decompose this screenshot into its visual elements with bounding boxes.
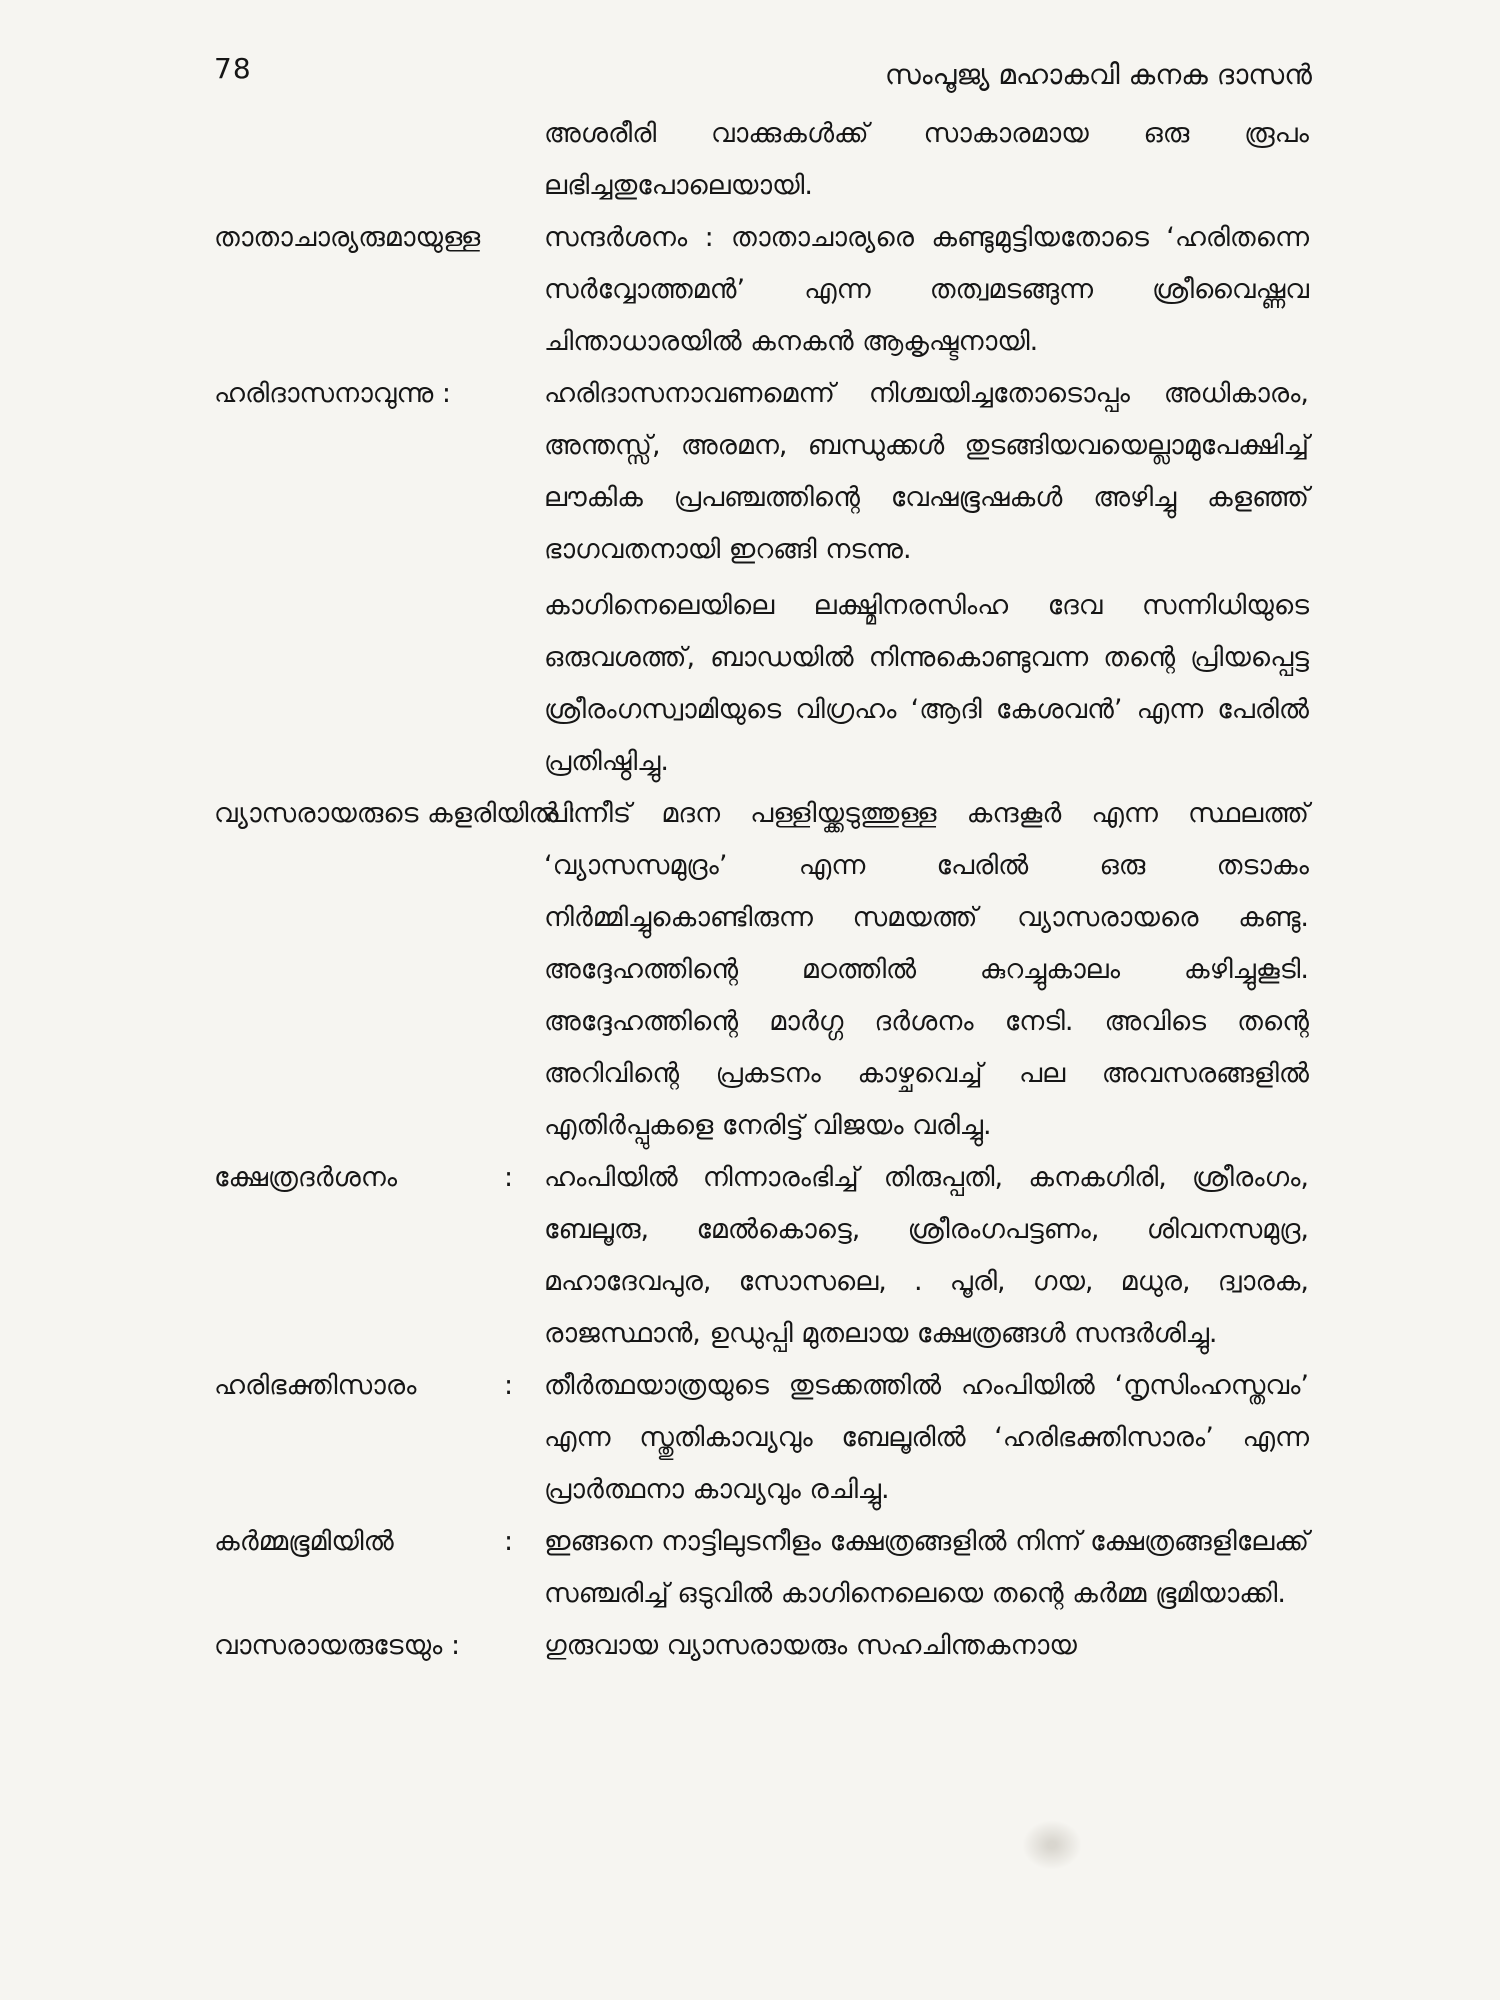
entry-definition — [544, 1620, 1309, 1672]
definition-paragraph: ഇങ്ങനെ നാട്ടിലുടനീളം ക്ഷേത്രങ്ങളിൽ നിന്ന് ക്ഷേത്രങ്ങളിലേക്ക് സഞ്ചരിച്ച് ഒടുവിൽ കാഗിനെലെയെ തന്റെ കർമ്മ ഭൂമിയാക്കി. — [544, 1526, 1309, 1609]
entry-definition — [544, 1360, 1309, 1516]
entry-term: കർമ്മഭൂമിയിൽ — [214, 1526, 394, 1557]
entry-definition — [544, 368, 1309, 788]
definition-paragraph: തീർത്ഥയാത്രയുടെ തുടക്കത്തിൽ ഹംപിയിൽ ‘നൃസിംഹസ്തവം’ എന്ന സ്തുതികാവ്യവും ബേലൂരിൽ ‘ഹരിഭക്തിസാരം’ എന്ന പ്രാർത്ഥനാ കാവ്യവും രചിച്ചു. — [544, 1370, 1309, 1505]
entry — [214, 1516, 1314, 1620]
entry — [214, 212, 1314, 368]
entry-definition — [544, 1152, 1309, 1360]
entry — [214, 1360, 1314, 1516]
entry-term: ക്ഷേത്രദർശനം — [214, 1162, 398, 1193]
entry-colon: : — [504, 1162, 514, 1193]
definition-paragraph: കാഗിനെലെയിലെ ലക്ഷ്മിനരസിംഹ ദേവ സന്നിധിയുടെ ഒരുവശത്ത്, ബാഡയിൽ നിന്നുകൊണ്ടുവന്ന തന്റെ പ്രിയപ്പെട്ട ശ്രീരംഗസ്വാമിയുടെ വിഗ്രഹം ‘ആദി കേശവൻ’ എന്ന പേരിൽ പ്രതിഷ്ഠിച്ചു. — [544, 590, 1309, 777]
definition-paragraph: പിന്നീട് മദന പള്ളിയ്ക്കടുത്തുള്ള കന്ദകൂർ എന്ന സ്ഥലത്ത് ‘വ്യാസസമുദ്രം’ എന്ന പേരിൽ ഒരു തടാകം നിർമ്മിച്ചുകൊണ്ടിരുന്ന സമയത്ത് വ്യാസരായരെ കണ്ടു. അദ്ദേഹത്തിന്റെ മഠത്തിൽ കുറച്ചുകാലം കഴിച്ചുകൂടി. അദ്ദേഹത്തിന്റെ മാർഗ്ഗ ദർശനം നേടി. അവിടെ തന്റെ അറിവിന്റെ പ്രകടനം കാഴ്ചവെച്ച് പല അവസരങ്ങളിൽ എതിർപ്പുകളെ നേരിട്ട് വിജയം വരിച്ചു. — [544, 798, 1309, 1141]
entry-term: വാസരായരുടേയും : — [214, 1630, 461, 1661]
definition-paragraph: അശരീരി വാക്കുകൾക്ക് സാകാരമായ ഒരു രൂപം ലഭിച്ചതുപോലെയായി. — [544, 118, 1309, 201]
definition-paragraph: ഗുരുവായ വ്യാസരായരും സഹചിന്തകനായ — [544, 1630, 1077, 1661]
definition-paragraph: ഹംപിയിൽ നിന്നാരംഭിച്ച് തിരുപ്പതി, കനകഗിരി, ശ്രീരംഗം, ബേലൂരു, മേൽകൊട്ടെ, ശ്രീരംഗപട്ടണം, ശിവനസമുദ്ര, മഹാദേവപുര, സോസലെ, . പൂരി, ഗയ, മധുര, ദ്വാരക, രാജസ്ഥാൻ, ഉഡുപ്പി മുതലായ ക്ഷേത്രങ്ങൾ സന്ദർശിച്ചു. — [544, 1162, 1309, 1349]
entry-definition — [544, 1516, 1309, 1620]
entry-term: വ്യാസരായരുടെ കളരിയിൽ : — [214, 798, 577, 829]
entry-colon: : — [504, 1370, 514, 1401]
entry — [214, 1152, 1314, 1360]
entry-definition — [544, 788, 1309, 1152]
entry — [214, 368, 1314, 788]
entry-colon: : — [504, 1526, 514, 1557]
entry — [214, 1620, 1314, 1672]
entry-definition — [544, 108, 1309, 212]
running-head-title: സംപൂജ്യ മഹാകവി കനക ദാസൻ — [884, 58, 1312, 91]
entry-definition — [544, 212, 1309, 368]
page-number: 78 — [214, 52, 252, 85]
definition-paragraph: ഹരിദാസനാവണമെന്ന് നിശ്ചയിച്ചതോടൊപ്പം അധികാരം, അന്തസ്സ്, അരമന, ബന്ധുക്കൾ തുടങ്ങിയവയെല്ലാമുപേക്ഷിച്ച് ലൗകിക പ്രപഞ്ചത്തിന്റെ വേഷഭൂഷകൾ അഴിച്ചു കളഞ്ഞ് ഭാഗവതനായി ഇറങ്ങി നടന്നു. — [544, 378, 1309, 565]
entry — [214, 108, 1314, 212]
paper-stain — [1022, 1820, 1082, 1870]
entry-term: ഹരിഭക്തിസാരം — [214, 1370, 417, 1401]
definition-paragraph: സന്ദർശനം : താതാചാര്യരെ കണ്ടുമുട്ടിയതോടെ ‘ഹരിതന്നെ സർവ്വോത്തമൻ’ എന്ന തത്വമടങ്ങുന്ന ശ്രീവൈഷ്ണവ ചിന്താധാരയിൽ കനകൻ ആകൃഷ്ടനായി. — [544, 222, 1309, 357]
entry — [214, 788, 1314, 1152]
entry-term: താതാചാര്യരുമായുള്ള — [214, 222, 481, 253]
entry-list — [214, 108, 1314, 1672]
entry-term: ഹരിദാസനാവുന്നു : — [214, 378, 451, 409]
